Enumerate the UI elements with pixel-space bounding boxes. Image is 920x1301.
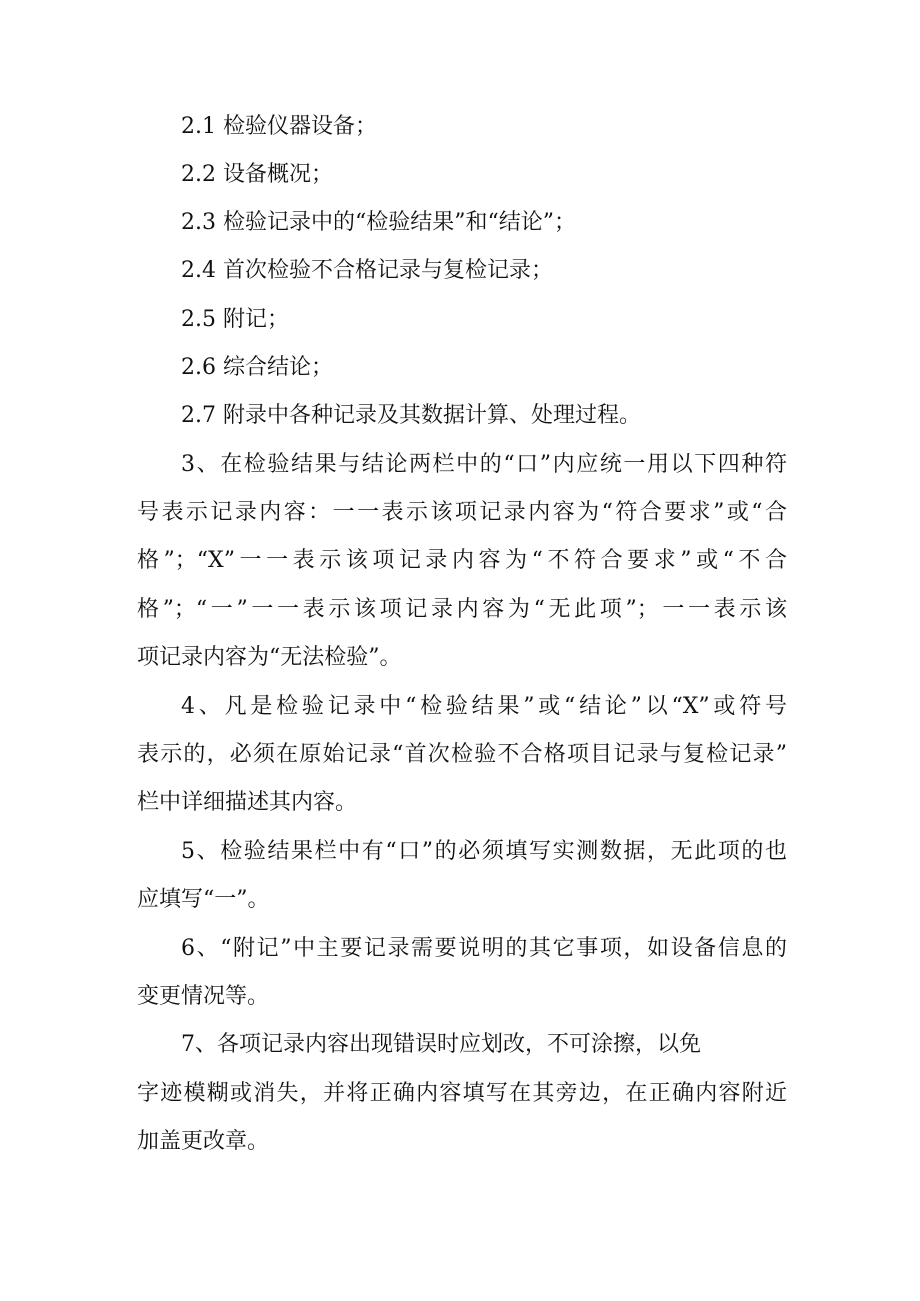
para-4-line-2: 表示的，必须在原始记录“首次检验不合格项目记录与复检记录” [137, 742, 787, 767]
list-item-2-5: 2.5 附记； [181, 307, 289, 332]
para-3-line-1: 3、在检验结果与结论两栏中的“口”内应统一用以下四种符 [181, 452, 787, 477]
para-6-line-2: 变更情况等。 [137, 984, 270, 1009]
para-7-line-3: 加盖更改章。 [137, 1129, 270, 1154]
para-5-line-1: 5、检验结果栏中有“口”的必须填写实测数据，无此项的也 [181, 839, 787, 864]
list-item-2-7: 2.7 附录中各种记录及其数据计算、处理过程。 [181, 403, 641, 428]
para-7-line-2: 字迹模糊或消失，并将正确内容填写在其旁边，在正确内容附近 [137, 1081, 787, 1106]
list-item-2-2: 2.2 设备概况； [181, 162, 333, 187]
list-item-2-3: 2.3 检验记录中的“检验结果”和“结论”； [181, 210, 576, 235]
para-5-line-2: 应填写“一”。 [137, 887, 270, 912]
para-3-line-4: 格”；“一”一一表示该项记录内容为“无此项”；一一表示该 [137, 597, 787, 622]
para-3-line-3: 格”；“X”一一表示该项记录内容为“不符合要求”或“不合 [137, 548, 787, 573]
para-3-line-2: 号表示记录内容：一一表示该项记录内容为“符合要求”或“合 [137, 500, 787, 525]
para-6-line-1: 6、“附记”中主要记录需要说明的其它事项，如设备信息的 [181, 936, 787, 961]
para-7-line-1: 7、各项记录内容出现错误时应划改，不可涂擦，以免 [181, 1032, 701, 1057]
list-item-2-1: 2.1 检验仪器设备； [181, 114, 377, 139]
list-item-2-6: 2.6 综合结论； [181, 355, 333, 380]
para-4-line-1: 4、凡是检验记录中“检验结果”或“结论”以“X”或符号 [181, 694, 787, 719]
list-item-2-4: 2.4 首次检验不合格记录与复检记录； [181, 258, 553, 283]
para-4-line-3: 栏中详细描述其内容。 [137, 790, 358, 815]
para-3-line-5: 项记录内容为“无法检验”。 [137, 645, 402, 670]
